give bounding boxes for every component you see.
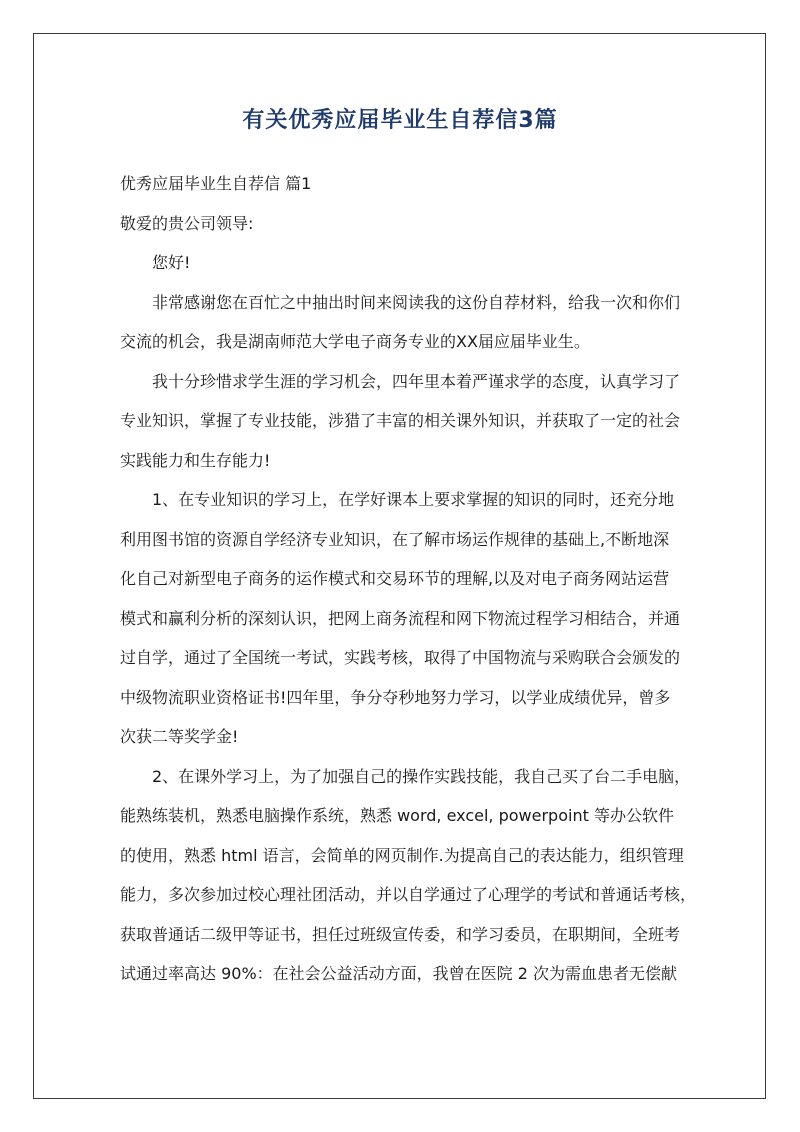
paragraph-line: 专业知识，掌握了专业技能，涉猎了丰富的相关课外知识，并获取了一定的社会 — [120, 411, 681, 430]
greeting: 您好! — [152, 253, 191, 272]
paragraph-line: 次获二等奖学金! — [120, 727, 239, 746]
paragraph-line: 试通过率高达 90%：在社会公益活动方面，我曾在医院 2 次为需血患者无偿献 — [120, 964, 678, 983]
paragraph-line: 获取普通话二级甲等证书，担任过班级宣传委，和学习委员，在职期间，全班考 — [120, 924, 681, 944]
paragraph-line: 过自学，通过了全国统一考试，实践考核，取得了中国物流与采购联合会颁发的 — [120, 648, 681, 667]
paragraph-line: 能力，多次参加过校心理社团活动，并以自学通过了心理学的考试和普通话考核， — [120, 885, 697, 904]
paragraph-line: 非常感谢您在百忙之中抽出时间来阅读我的这份自荐材料，给我一次和你们 — [152, 292, 681, 312]
paragraph-line: 我十分珍惜求学生涯的学习机会，四年里本着严谨求学的态度，认真学习了 — [152, 371, 681, 391]
paragraph-line: 能熟练装机，熟悉电脑操作系统，熟悉 word, excel, powerpoint 等办公软件 — [120, 806, 674, 825]
section-heading: 优秀应届毕业生自荐信 篇1 — [120, 174, 312, 193]
paragraph-line: 中级物流职业资格证书!四年里，争分夺秒地努力学习，以学业成绩优异，曾多 — [120, 687, 671, 707]
salutation: 敬爱的贵公司领导: — [120, 213, 254, 233]
paragraph-line: 2、在课外学习上，为了加强自己的操作实践技能，我自己买了台二手电脑， — [152, 766, 691, 786]
paragraph-line: 实践能力和生存能力! — [120, 450, 271, 470]
paragraph-line: 化自己对新型电子商务的运作模式和交易环节的理解,以及对电子商务网站运营 — [120, 569, 670, 588]
paragraph-line: 利用图书馆的资源自学经济专业知识，在了解市场运作规律的基础上,不断地深 — [120, 529, 670, 549]
paragraph-line: 交流的机会，我是湖南师范大学电子商务专业的XX届应届毕业生。 — [120, 332, 590, 351]
document-body — [120, 164, 697, 994]
paragraph-line: 1、在专业知识的学习上，在学好课本上要求掌握的知识的同时，还充分地 — [152, 490, 675, 509]
paragraph-line: 的使用，熟悉 html 语言，会简单的网页制作.为提高自己的表达能力，组织管理 — [120, 845, 684, 865]
document-title: 有关优秀应届毕业生自荐信3篇 — [242, 108, 558, 133]
paragraph-line: 模式和赢利分析的深刻认识，把网上商务流程和网下物流过程学习相结合，并通 — [120, 608, 681, 628]
